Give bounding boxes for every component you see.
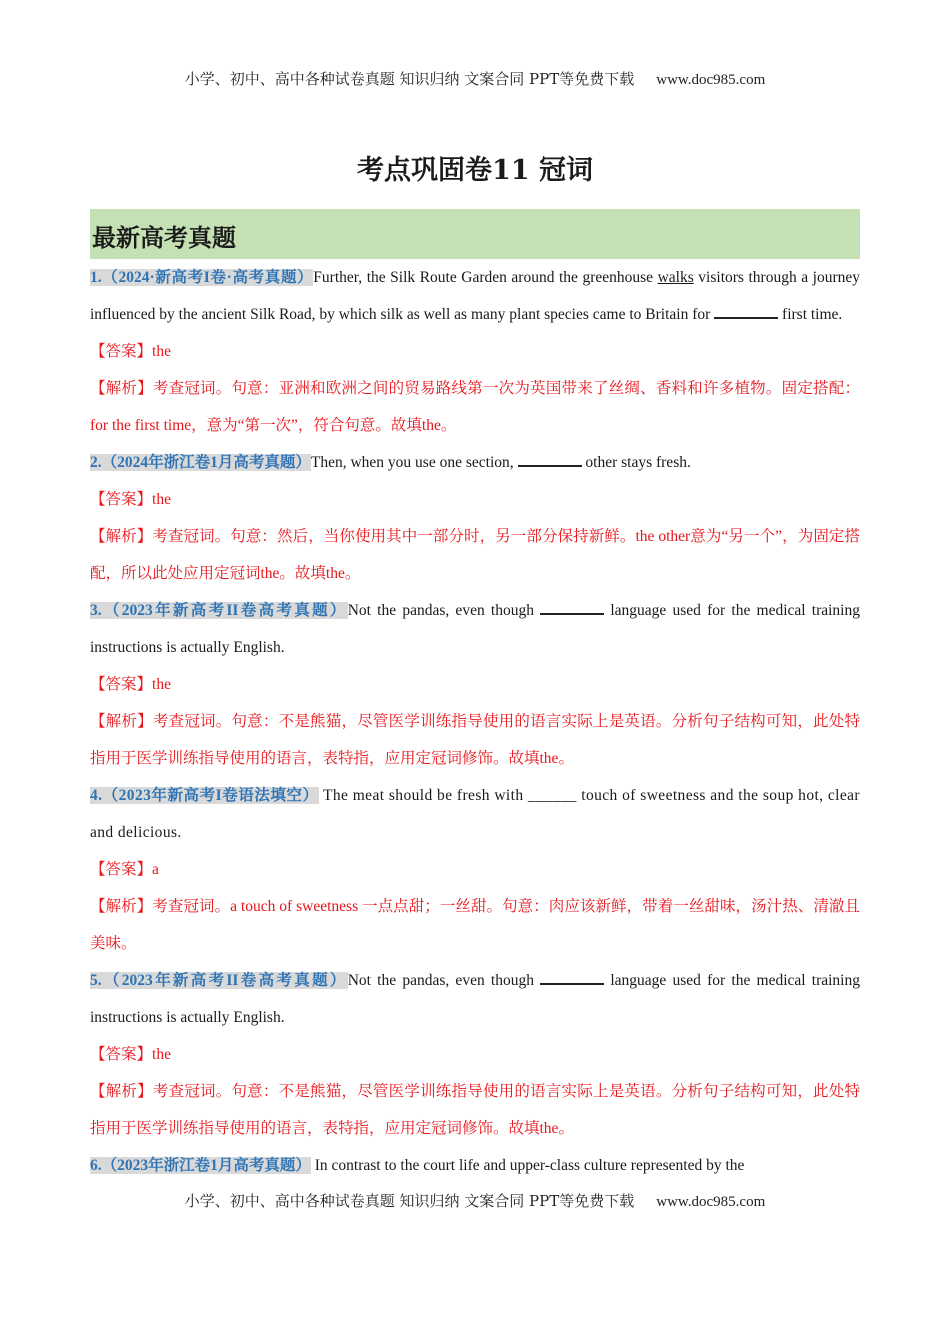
answer-text: the (152, 491, 171, 508)
question-4: 4.（2023年新高考I卷语法填空） The meat should be fresh with ______ touch of sweetness and the soup hot, clear and delicious. (90, 787, 860, 841)
answer-text: the (152, 1046, 171, 1063)
answer-text: the (152, 343, 171, 360)
explanation: 【解析】考查冠词。句意：亚洲和欧洲之间的贸易路线第一次为英国带来了丝绸、香料和许多植物。固定搭配：for the first time，意为“第一次”，符合句意。故填the。 (90, 380, 860, 434)
answer-text: a (152, 861, 159, 878)
header-url[interactable]: www.doc985.com (656, 72, 766, 88)
answer-blank (540, 599, 604, 615)
question-source: 4.（2023年新高考I卷语法填空） (90, 787, 319, 804)
question-source: 5.（2023年新高考II卷高考真题） (90, 972, 348, 989)
explanation: 【解析】考查冠词。a touch of sweetness 一点点甜；一丝甜。句意：肉应该新鲜，带着一丝甜味，汤汁热、清澈且美味。 (90, 898, 860, 952)
footer-url[interactable]: www.doc985.com (656, 1194, 766, 1210)
section-heading: 最新高考真题 (90, 209, 860, 259)
question-5: 5.（2023年新高考II卷高考真题）Not the pandas, even though language used for the medical training instructions is actually English. (90, 962, 860, 1036)
answer-line: 【答案】a (90, 861, 159, 878)
page-footer (0, 1190, 950, 1211)
question-source: 6.（2023年浙江卷1月高考真题） (90, 1157, 311, 1174)
question-2: 2.（2024年浙江卷1月高考真题）Then, when you use one section, other stays fresh. (90, 444, 860, 481)
question-1: 1.（2024·新高考I卷·高考真题）Further, the Silk Route Garden around the greenhouse walks visitors through a journey influenced by the ancient Silk Road, by which silk as well as many plant species came to Britain for first time. (90, 269, 861, 323)
answer-line: 【答案】the (90, 676, 171, 693)
question-source: 1.（2024·新高考I卷·高考真题） (90, 269, 314, 286)
footer-text: 小学、初中、高中各种试卷真题 知识归纳 文案合同 PPT等免费下载 (184, 1192, 635, 1210)
answer-line: 【答案】the (90, 491, 171, 508)
underlined-word: walks (657, 269, 694, 286)
question-list (90, 259, 860, 1184)
answer-blank (518, 451, 582, 467)
explanation: 【解析】考查冠词。句意：不是熊猫，尽管医学训练指导使用的语言实际上是英语。分析句子结构可知，此处特指用于医学训练指导使用的语言，表特指，应用定冠词修饰。故填the。 (90, 713, 860, 767)
explanation: 【解析】考查冠词。句意：然后，当你使用其中一部分时，另一部分保持新鲜。the other意为“另一个”，为固定搭配，所以此处应用定冠词the。故填the。 (90, 528, 860, 582)
page-title: 考点巩固卷11 冠词 (357, 155, 593, 186)
explanation: 【解析】考查冠词。句意：不是熊猫，尽管医学训练指导使用的语言实际上是英语。分析句子结构可知，此处特指用于医学训练指导使用的语言，表特指，应用定冠词修饰。故填the。 (90, 1083, 860, 1137)
question-3: 3.（2023年新高考II卷高考真题）Not the pandas, even though language used for the medical training instructions is actually English. (90, 592, 860, 666)
answer-text: the (152, 676, 171, 693)
question-6: 6.（2023年浙江卷1月高考真题） In contrast to the court life and upper-class culture represented by the (90, 1157, 745, 1174)
answer-blank (714, 303, 778, 319)
header-text: 小学、初中、高中各种试卷真题 知识归纳 文案合同 PPT等免费下载 (184, 70, 635, 88)
answer-line: 【答案】the (90, 343, 171, 360)
page-header (0, 68, 950, 89)
question-source: 3.（2023年新高考II卷高考真题） (90, 602, 348, 619)
question-source: 2.（2024年浙江卷1月高考真题） (90, 454, 311, 471)
answer-line: 【答案】the (90, 1046, 171, 1063)
answer-blank (540, 969, 604, 985)
